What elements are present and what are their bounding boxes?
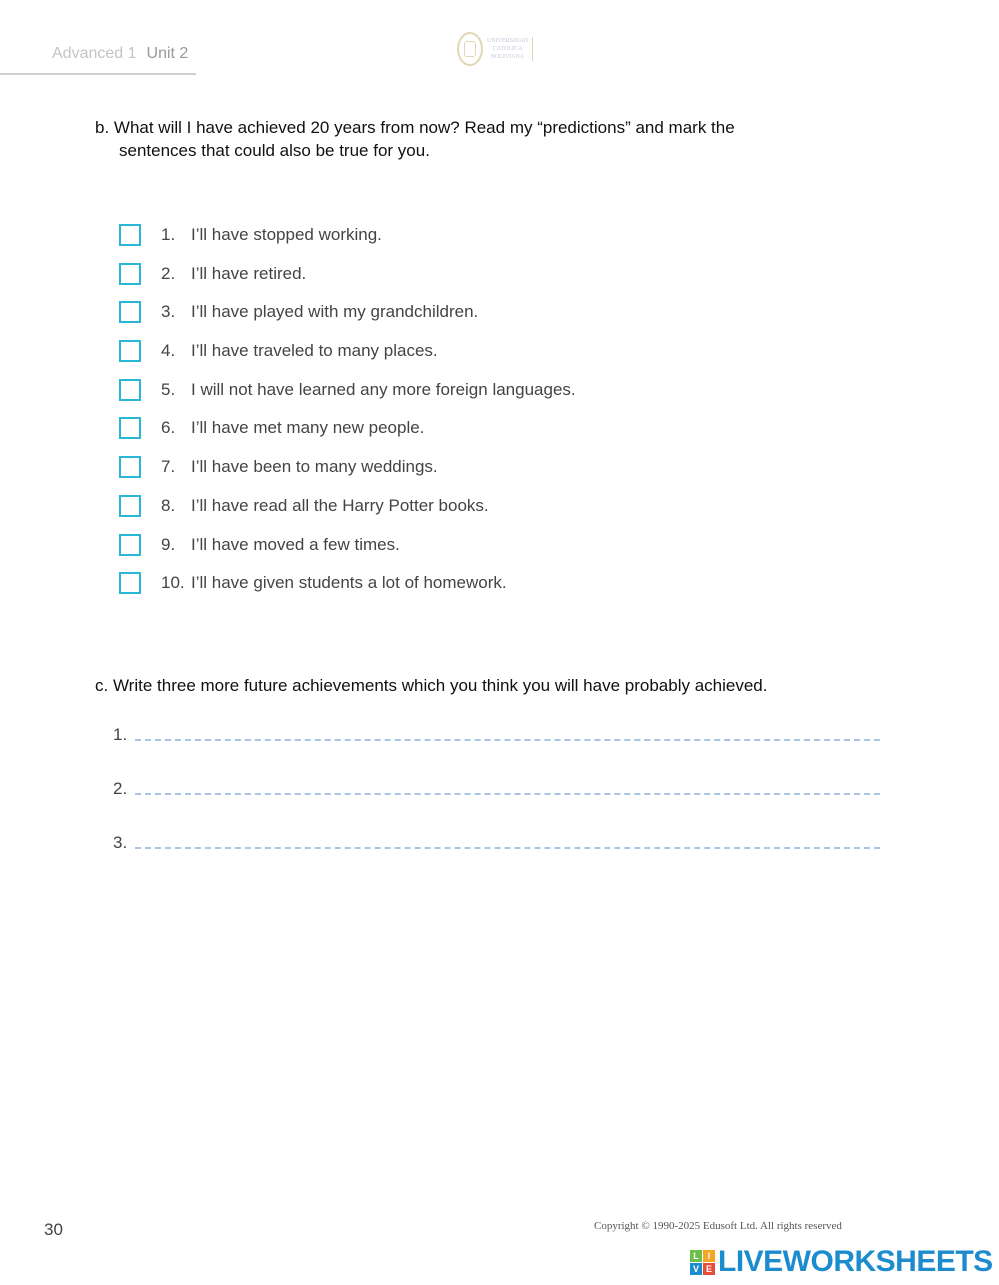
page-number: 30 [44, 1220, 63, 1239]
checkbox-1[interactable] [119, 224, 141, 246]
list-item: 7. I’ll have been to many weddings. [119, 454, 576, 493]
checkbox-4[interactable] [119, 340, 141, 362]
answer-line-1: 1. [113, 721, 880, 745]
brand-name: LIVEWORKSHEETS [718, 1245, 993, 1278]
checkbox-3[interactable] [119, 301, 141, 323]
list-item: 8. I’ll have read all the Harry Potter books. [119, 493, 576, 532]
checkbox-2[interactable] [119, 263, 141, 285]
answer-line-3: 3. [113, 829, 880, 853]
checkbox-6[interactable] [119, 417, 141, 439]
item-text: I’ll have traveled to many places. [191, 341, 438, 361]
checkbox-9[interactable] [119, 534, 141, 556]
university-logo [457, 32, 533, 66]
item-text: I’ll have retired. [191, 263, 307, 283]
prediction-list [119, 222, 576, 609]
list-item: 2. I’ll have retired. [119, 261, 576, 300]
answer-input-2[interactable] [135, 775, 880, 795]
checkbox-10[interactable] [119, 572, 141, 594]
copyright-text: Copyright © 1990-2025 Edusoft Ltd. All rights reserved [594, 1220, 842, 1232]
course-label: Advanced 1 [52, 45, 137, 62]
answer-input-1[interactable] [135, 721, 880, 741]
item-text: I’ll have moved a few times. [191, 534, 400, 554]
liveworksheets-logo[interactable] [690, 1245, 993, 1279]
list-item: 10. I’ll have given students a lot of homework. [119, 570, 576, 609]
item-text: I will not have learned any more foreign languages. [191, 379, 576, 399]
answer-input-3[interactable] [135, 829, 880, 849]
list-item: 9. I’ll have moved a few times. [119, 532, 576, 571]
logo-text: UNIVERSIDAD CATÓLICA BOLIVIANA [487, 37, 533, 61]
list-item: 1. I’ll have stopped working. [119, 222, 576, 261]
answer-line-2: 2. [113, 775, 880, 799]
item-text: I’ll have played with my grandchildren. [191, 302, 479, 322]
list-item: 5. I will not have learned any more foreign languages. [119, 377, 576, 416]
list-item: 6. I’ll have met many new people. [119, 415, 576, 454]
item-text: I’ll have read all the Harry Potter books. [191, 495, 489, 515]
item-text: I’ll have stopped working. [191, 225, 382, 244]
list-item: 4. I’ll have traveled to many places. [119, 338, 576, 377]
item-text: I’ll have met many new people. [191, 418, 425, 438]
list-item: 3. I’ll have played with my grandchildren. [119, 299, 576, 338]
section-c-instruction: c. Write three more future achievements which you think you will have probably achieved. [95, 676, 768, 695]
seal-icon [457, 32, 483, 66]
page-header [52, 45, 188, 63]
liveworksheets-icon: L I V E [690, 1250, 715, 1275]
item-text: I’ll have been to many weddings. [191, 457, 438, 477]
checkbox-5[interactable] [119, 379, 141, 401]
header-divider [0, 73, 196, 75]
unit-label: Unit 2 [146, 45, 189, 62]
checkbox-7[interactable] [119, 456, 141, 478]
item-text: I’ll have given students a lot of homework. [191, 573, 507, 593]
checkbox-8[interactable] [119, 495, 141, 517]
section-b-instruction: b. What will I have achieved 20 years from now? Read my “predictions” and mark the sentences that could also be true for you. [95, 118, 735, 160]
